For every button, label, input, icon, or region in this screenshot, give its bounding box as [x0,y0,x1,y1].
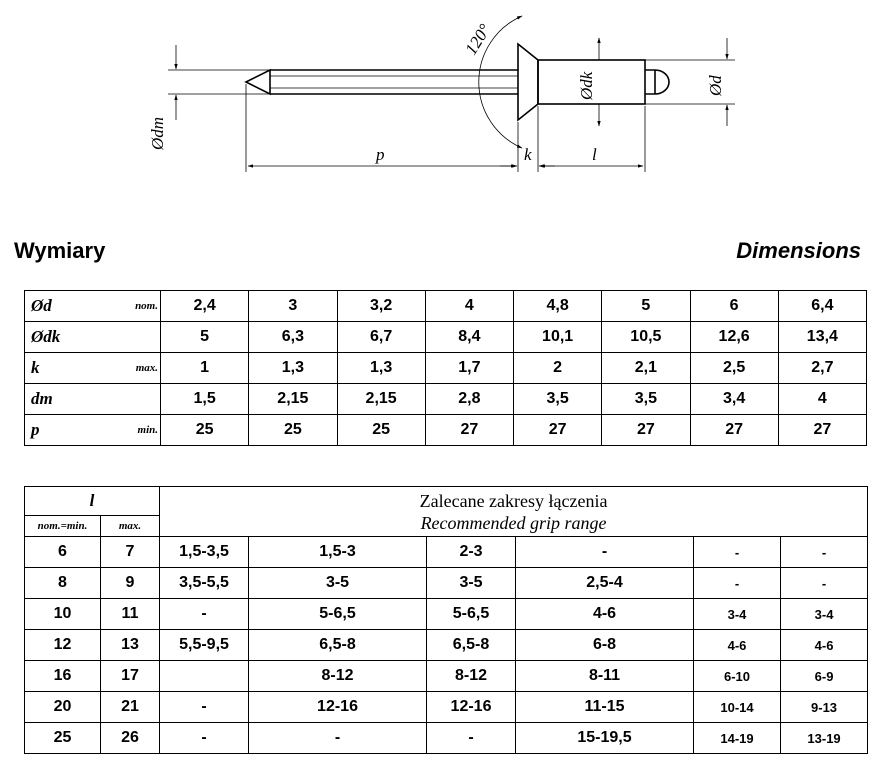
dimension-value: 3,2 [337,291,425,322]
dimension-value: 5 [161,322,249,353]
grip-header-range [160,487,868,537]
grip-range-table [24,486,868,754]
dk-label: Ødk [577,71,596,100]
grip-range-cell: 10-14 [694,692,781,723]
dimension-label: dm [25,384,121,415]
dimension-value: 3 [249,291,337,322]
grip-length-max: 9 [101,568,160,599]
dimension-qualifier [121,384,161,415]
dimension-row [25,353,867,384]
grip-range-cell: - [694,568,781,599]
rivet-head [518,44,538,120]
grip-range-cell: - [249,723,427,754]
dimension-value: 25 [249,415,337,446]
grip-range-cell: 14-19 [694,723,781,754]
grip-range-cell: 4-6 [516,599,694,630]
grip-range-cell: 11-15 [516,692,694,723]
dimension-value: 2,5 [690,353,778,384]
grip-length-max: 11 [101,599,160,630]
d-label: Ød [706,75,725,96]
dimension-value: 6 [690,291,778,322]
dimension-value: 4 [778,384,866,415]
grip-length-nom: 8 [25,568,101,599]
dimensions-table [24,290,867,446]
grip-row [25,630,868,661]
grip-header-en: Recommended grip range [420,512,607,533]
grip-row [25,537,868,568]
grip-row [25,692,868,723]
grip-length-max: 7 [101,537,160,568]
grip-row [25,661,868,692]
dimension-label: p [25,415,121,446]
angle-label: 120° [461,20,495,59]
dimension-qualifier: max. [121,353,161,384]
k-label: k [524,145,532,164]
dimension-value: 3,5 [602,384,690,415]
grip-range-cell: 2,5-4 [516,568,694,599]
grip-range-cell: 6,5-8 [427,630,516,661]
grip-range-cell: - [160,692,249,723]
dimension-value: 2 [514,353,602,384]
grip-length-nom: 10 [25,599,101,630]
dimension-value: 3,4 [690,384,778,415]
grip-range-cell: 8-11 [516,661,694,692]
dimension-row [25,415,867,446]
grip-range-cell: 15-19,5 [516,723,694,754]
grip-row [25,568,868,599]
dm-label: Ødm [148,116,167,150]
dimension-value: 10,1 [514,322,602,353]
grip-range-cell: - [781,537,868,568]
dimension-row [25,291,867,322]
grip-range-cell: 12-16 [249,692,427,723]
dimension-value: 4 [425,291,513,322]
grip-range-cell: 3-4 [694,599,781,630]
dimension-value: 6,7 [337,322,425,353]
grip-length-max: 17 [101,661,160,692]
dimension-qualifier: min. [121,415,161,446]
dimension-value: 27 [778,415,866,446]
grip-range-cell: 3-5 [427,568,516,599]
dimension-value: 6,4 [778,291,866,322]
grip-range-cell: 4-6 [694,630,781,661]
grip-range-cell: 6-9 [781,661,868,692]
grip-header-nom: nom.=min. [25,516,101,537]
dimension-row [25,384,867,415]
dimension-value: 1,5 [161,384,249,415]
grip-range-cell: 12-16 [427,692,516,723]
dimension-value: 3,5 [514,384,602,415]
dimension-qualifier [121,322,161,353]
grip-range-cell: 8-12 [249,661,427,692]
grip-range-cell: 13-19 [781,723,868,754]
dimensions-body [25,291,867,446]
dimension-value: 8,4 [425,322,513,353]
heading-wymiary: Wymiary [14,238,106,263]
grip-header-pl: Zalecane zakresy łączenia [419,490,608,511]
grip-body [25,537,868,754]
grip-range-cell: 6,5-8 [249,630,427,661]
dimension-value: 2,15 [249,384,337,415]
grip-range-cell: 9-13 [781,692,868,723]
grip-range-cell: 3-4 [781,599,868,630]
grip-range-cell: - [160,599,249,630]
dimension-value: 1,7 [425,353,513,384]
grip-range-cell: - [427,723,516,754]
grip-range-cell: 5-6,5 [249,599,427,630]
heading-dimensions: Dimensions [736,238,861,263]
dimension-row [25,322,867,353]
grip-range-cell: 6-10 [694,661,781,692]
dimension-value: 2,8 [425,384,513,415]
dimension-value: 5 [602,291,690,322]
grip-range-cell: - [781,568,868,599]
grip-length-nom: 6 [25,537,101,568]
dimension-label: Ød [25,291,121,322]
dimension-value: 2,1 [602,353,690,384]
grip-range-cell: 2-3 [427,537,516,568]
dimension-value: 1,3 [249,353,337,384]
dimension-value: 12,6 [690,322,778,353]
dimension-label: k [25,353,121,384]
mandrel-shaft [246,70,270,94]
dimension-value: 2,4 [161,291,249,322]
grip-range-cell [160,661,249,692]
dimension-qualifier: nom. [121,291,161,322]
grip-range-cell: 6-8 [516,630,694,661]
mandrel-head [645,70,669,94]
dimension-value: 6,3 [249,322,337,353]
dimension-value: 13,4 [778,322,866,353]
p-label: p [376,145,385,164]
grip-range-cell: 5-6,5 [427,599,516,630]
grip-row [25,723,868,754]
dimension-value: 4,8 [514,291,602,322]
grip-length-nom: 25 [25,723,101,754]
grip-length-max: 13 [101,630,160,661]
dimension-label: Ødk [25,322,121,353]
grip-range-cell: - [516,537,694,568]
grip-range-cell: 4-6 [781,630,868,661]
dimension-value: 2,15 [337,384,425,415]
dimension-value: 27 [690,415,778,446]
grip-length-nom: 20 [25,692,101,723]
dimension-value: 10,5 [602,322,690,353]
grip-header-max: max. [101,516,160,537]
dimension-value: 27 [514,415,602,446]
grip-range-cell: - [160,723,249,754]
grip-range-cell: 5,5-9,5 [160,630,249,661]
rivet-drawing [0,0,879,200]
dimension-value: 27 [425,415,513,446]
l-label: l [592,145,597,164]
grip-range-cell: 8-12 [427,661,516,692]
dimension-value: 25 [161,415,249,446]
grip-range-cell: 3-5 [249,568,427,599]
grip-range-cell: - [694,537,781,568]
grip-length-max: 26 [101,723,160,754]
grip-range-cell: 3,5-5,5 [160,568,249,599]
grip-header-l: l [25,487,160,516]
dimension-value: 1 [161,353,249,384]
dimension-value: 27 [602,415,690,446]
dimension-value: 1,3 [337,353,425,384]
grip-row [25,599,868,630]
grip-range-cell: 1,5-3 [249,537,427,568]
grip-range-cell: 1,5-3,5 [160,537,249,568]
grip-length-max: 21 [101,692,160,723]
dimension-value: 25 [337,415,425,446]
grip-length-nom: 16 [25,661,101,692]
grip-length-nom: 12 [25,630,101,661]
dimension-value: 2,7 [778,353,866,384]
